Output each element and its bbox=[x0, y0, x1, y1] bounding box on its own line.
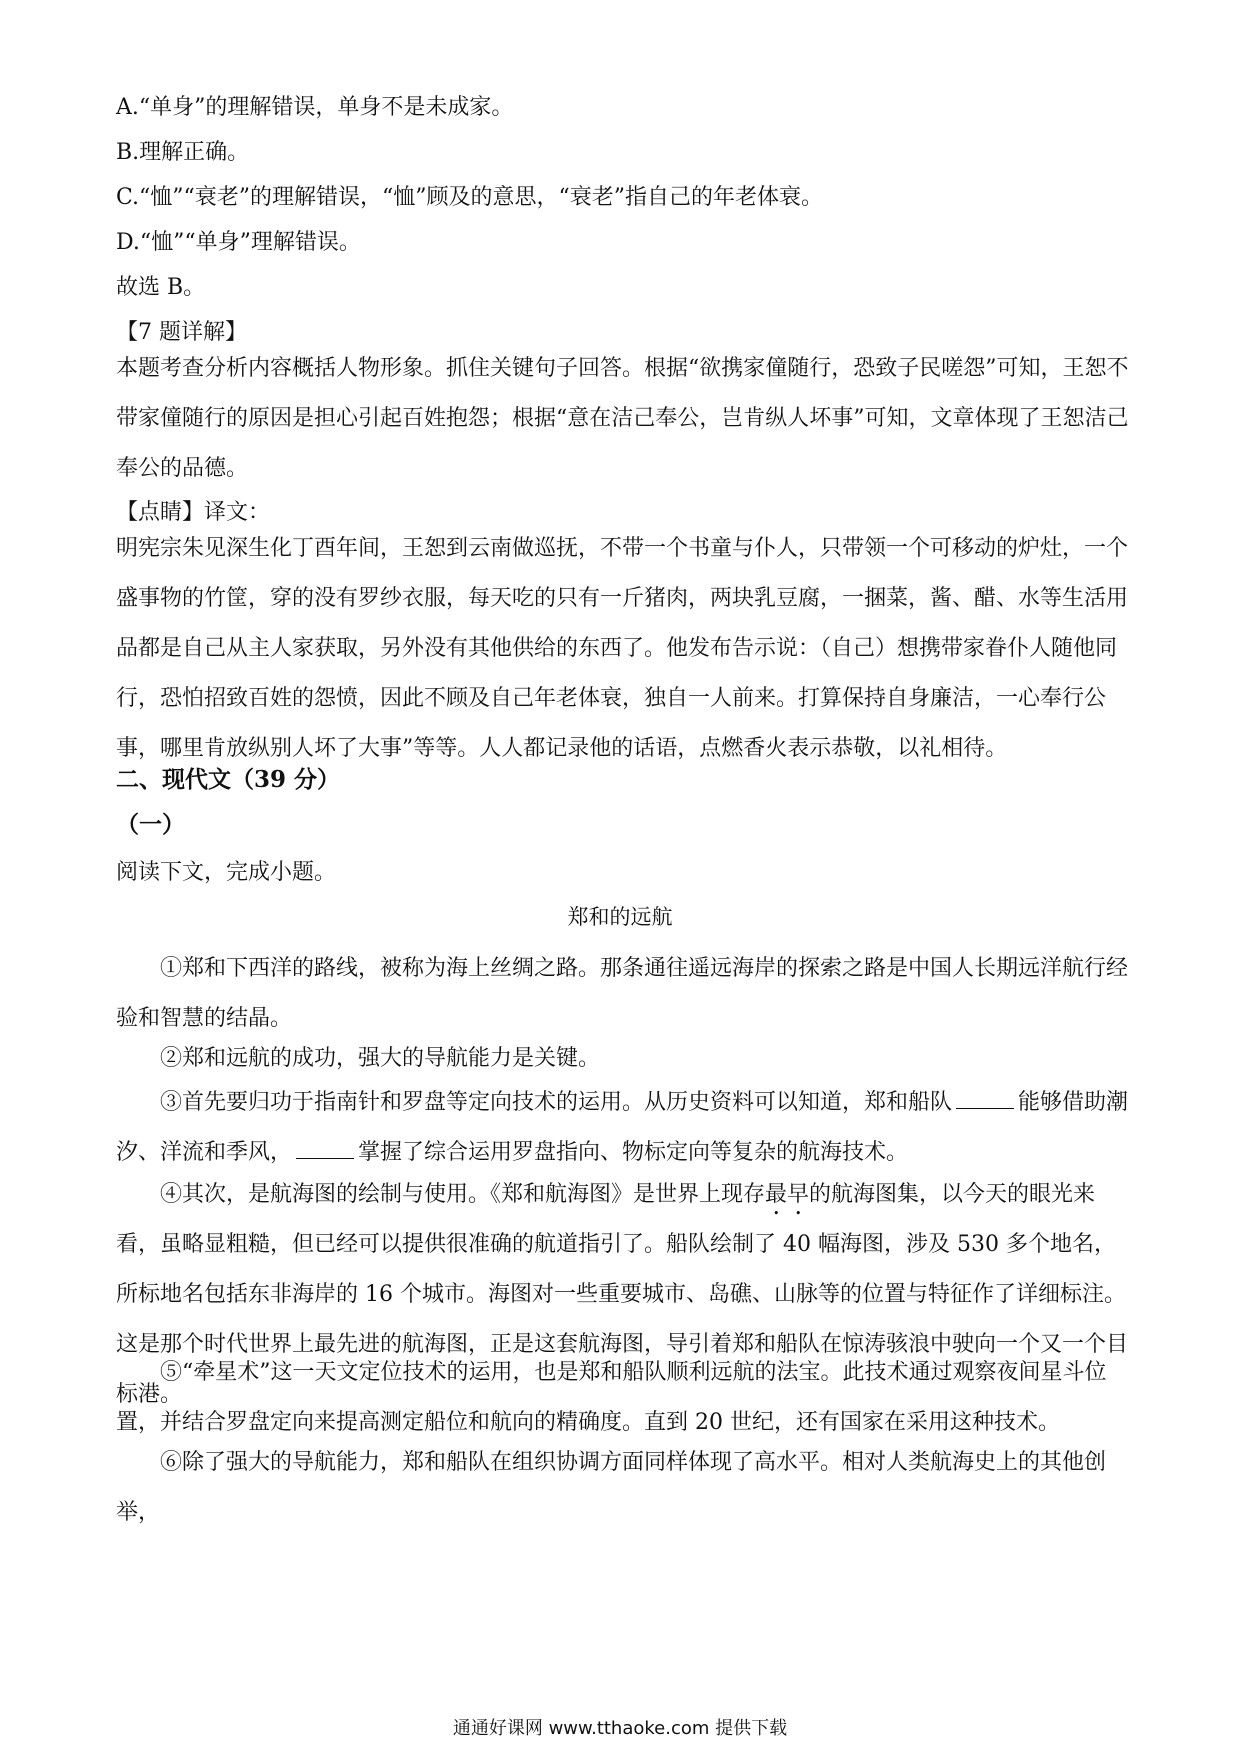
answer-d: D.“恤”“单身”理解错误。 bbox=[116, 230, 361, 255]
note-heading: 【点睛】译文： bbox=[116, 500, 271, 525]
p4-part-b: 的航海图集，以今天的眼光来看，虽略显粗糙，但已经可以提供很准确的航道指引了。船队绘制了 40 幅海图，涉及 530 多个地名，所标地名包括东非海岸的 16 个城市。海图对一些重要城市、岛礁、山脉等的位置与特征作了详细标注。这是那个时代世界上最先进的航海图，正是这套航海图，导引着郑和船队在惊涛骇浪中驶向一个又一个目标港。 bbox=[116, 1182, 1129, 1407]
p3-part-c: 掌握了综合运用罗盘指向、物标定向等复杂的航海技术。 bbox=[358, 1140, 909, 1165]
q7-heading: 【7 题详解】 bbox=[116, 320, 247, 345]
emphasized-word: 最早 bbox=[765, 1182, 810, 1207]
article-title: 郑和的远航 bbox=[567, 905, 673, 929]
instruction: 阅读下文，完成小题。 bbox=[116, 860, 337, 885]
answer-c: C.“恤”“衰老”的理解错误，“恤”顾及的意思，“衰老”指自己的年老体衰。 bbox=[116, 185, 824, 210]
section-sub: （一） bbox=[116, 811, 185, 838]
answer-a: A.“单身”的理解错误，单身不是未成家。 bbox=[116, 95, 514, 120]
p3-part-b: 能够借助潮汐、洋流和季风， bbox=[116, 1090, 1129, 1165]
q7-body: 本题考查分析内容概括人物形象。抓住关键句子回答。根据“欲携家僮随行，恐致子民嗟怨”可知，王恕不带家僮随行的原因是担心引起百姓抱怨；根据“意在洁己奉公，岂肯纵人坏事”可知，文章体现了王恕洁己奉公的品德。 bbox=[116, 356, 1129, 481]
answer-choice: 故选 B。 bbox=[116, 275, 206, 300]
article-paragraph-3 bbox=[116, 1078, 1136, 1178]
p4-part-a: ④其次，是航海图的绘制与使用。《郑和航海图》是世界上现存 bbox=[160, 1182, 766, 1207]
section-title: 二、现代文（39 分） bbox=[116, 766, 341, 793]
answer-b: B.理解正确。 bbox=[116, 140, 250, 165]
article-paragraph-5: ⑤“牵星术”这一天文定位技术的运用，也是郑和船队顺利远航的法宝。此技术通过观察夜间星斗位置，并结合罗盘定向来提高测定船位和航向的精确度。直到 20 世纪，还有国家在采用这种技术。 bbox=[116, 1360, 1107, 1435]
p3-part-a: ③首先要归功于指南针和罗盘等定向技术的运用。从历史资料可以知道，郑和船队 bbox=[160, 1090, 953, 1115]
article-paragraph-1: ①郑和下西洋的路线，被称为海上丝绸之路。那条通往遥远海岸的探索之路是中国人长期远洋航行经验和智慧的结晶。 bbox=[116, 956, 1129, 1031]
answer-blank-2[interactable] bbox=[296, 1138, 354, 1159]
footer-watermark: 通通好课网 www.tthaoke.com 提供下载 bbox=[452, 1718, 788, 1739]
article-paragraph-2: ②郑和远航的成功，强大的导航能力是关键。 bbox=[160, 1046, 601, 1071]
note-body: 明宪宗朱见深生化丁酉年间，王恕到云南做巡抚，不带一个书童与仆人，只带领一个可移动的炉灶，一个盛事物的竹筐，穿的没有罗纱衣服，每天吃的只有一斤猪肉，两块乳豆腐，一捆菜，酱、醋、水等生活用品都是自己从主人家获取，另外没有其他供给的东西了。他发布告示说：（自己）想携带家眷仆人随他同行，恐怕招致百姓的怨愤，因此不顾及自己年老体衰，独自一人前来。打算保持自身廉洁，一心奉行公事，哪里肯放纵别人坏了大事”等等。人人都记录他的话语，点燃香火表示恭敬，以礼相待。 bbox=[116, 536, 1129, 761]
answer-blank-1[interactable] bbox=[956, 1088, 1014, 1109]
article-paragraph-6: ⑥除了强大的导航能力，郑和船队在组织协调方面同样体现了高水平。相对人类航海史上的其他创举， bbox=[116, 1450, 1107, 1525]
